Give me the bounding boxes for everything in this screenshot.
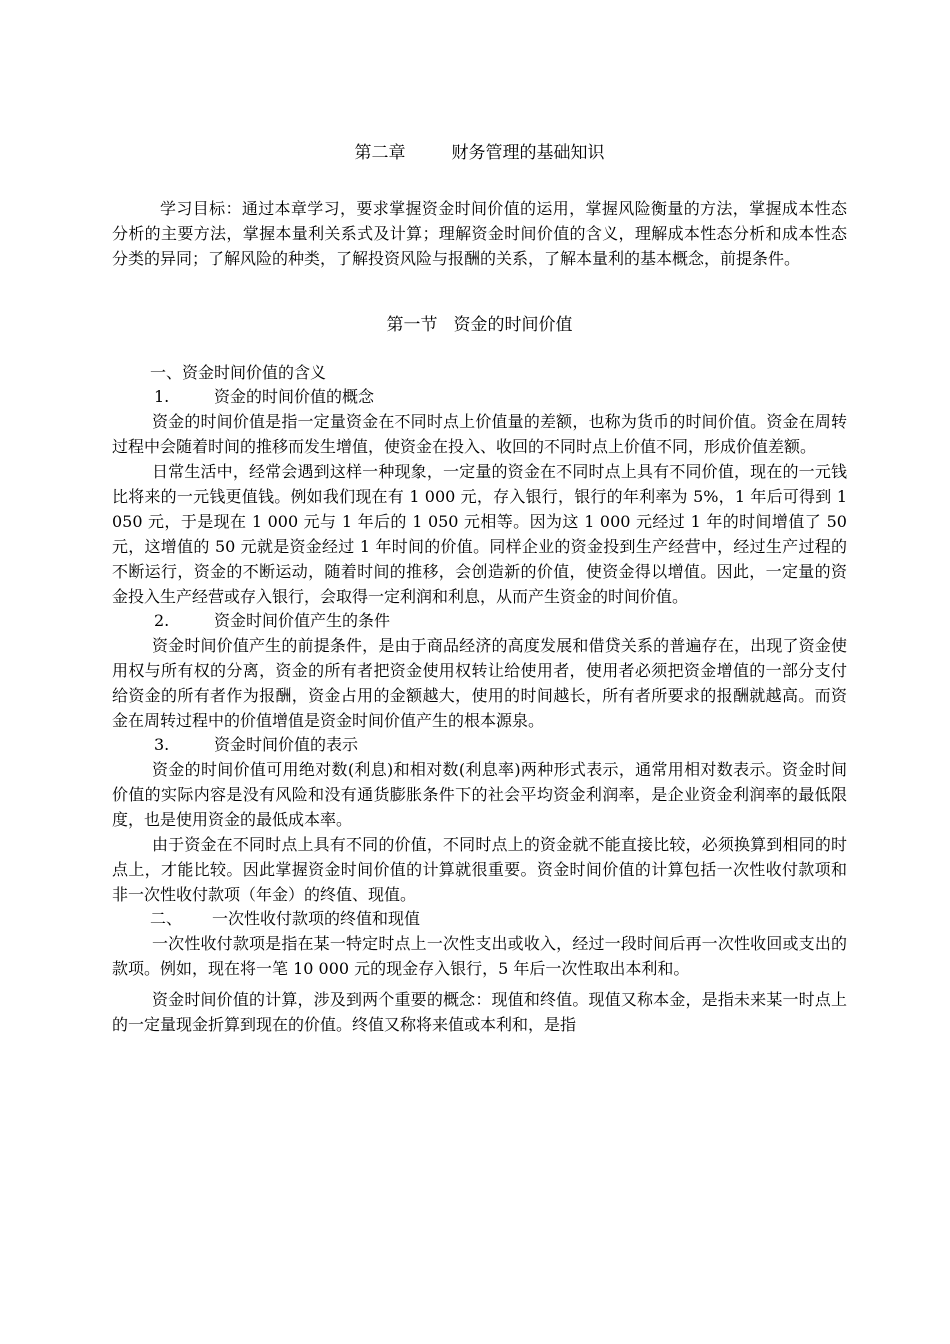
- paragraph-5: 由于资金在不同时点上具有不同的价值，不同时点上的资金就不能直接比较，必须换算到相同的时点上，才能比较。因此掌握资金时间价值的计算就很重要。资金时间价值的计算包括一次性收付款项和非一次性收付款项（年金）的终值、现值。: [112, 835, 847, 904]
- section-number: 第一节: [386, 315, 438, 335]
- subheading-3-number: 3.: [154, 735, 170, 754]
- chapter-name: 财务管理的基础知识: [451, 143, 605, 163]
- subheading-3: [112, 733, 847, 757]
- heading-2-number: 二、: [150, 909, 183, 928]
- paragraph-4: 资金的时间价值可用绝对数(利息)和相对数(利息率)两种形式表示，通常用相对数表示。资金时间价值的实际内容是没有风险和没有通货膨胀条件下的社会平均资金利润率，是企业资金利润率的最低限度，也是使用资金的最低成本率。: [112, 760, 847, 829]
- learning-objective: 学习目标：通过本章学习，要求掌握资金时间价值的运用，掌握风险衡量的方法，掌握成本性态分析的主要方法，掌握本量利关系式及计算；理解资金时间价值的含义，理解成本性态分析和成本性态分类的异同；了解风险的种类，了解投资风险与报酬的关系，了解本量利的基本概念，前提条件。: [112, 199, 847, 268]
- document-page: [112, 140, 847, 1037]
- paragraph-7: 资金时间价值的计算，涉及到两个重要的概念：现值和终值。现值又称本金，是指未来某一时点上的一定量现金折算到现在的价值。终值又称将来值或本利和，是指: [112, 990, 847, 1034]
- heading-1: 一、资金时间价值的含义: [150, 363, 327, 382]
- subheading-2-title: 资金时间价值产生的条件: [214, 611, 391, 630]
- heading-2-title: 一次性收付款项的终值和现值: [212, 909, 421, 928]
- subheading-1-number: 1.: [154, 387, 170, 406]
- paragraph-3: 资金时间价值产生的前提条件，是由于商品经济的高度发展和借贷关系的普遍存在，出现了资金使用权与所有权的分离，资金的所有者把资金使用权转让给使用者，使用者必须把资金增值的一部分支付给资金的所有者作为报酬，资金占用的金额越大，使用的时间越长，所有者所要求的报酬就越高。而资金在周转过程中的价值增值是资金时间价值产生的根本源泉。: [112, 636, 847, 730]
- subheading-1: [112, 385, 847, 409]
- subheading-2-number: 2.: [154, 611, 170, 630]
- subheading-1-title: 资金的时间价值的概念: [214, 387, 375, 406]
- chapter-number: 第二章: [354, 143, 406, 163]
- paragraph-1: 资金的时间价值是指一定量资金在不同时点上价值量的差额，也称为货币的时间价值。资金在周转过程中会随着时间的推移而发生增值，使资金在投入、收回的不同时点上价值不同，形成价值差额。: [112, 412, 847, 456]
- chapter-title: [112, 140, 847, 166]
- paragraph-2: 日常生活中，经常会遇到这样一种现象，一定量的资金在不同时点上具有不同价值，现在的一元钱比将来的一元钱更值钱。例如我们现在有 1 000 元，存入银行，银行的年利率为 5%，1 年后可得到 1 050 元，于是现在 1 000 元与 1 年后的 1 050 元相等。因为这 1 000 元经过 1 年的时间增值了 50 元，这增值的 50 元就是资金经过 1 年时间的价值。同样企业的资金投到生产经营中，经过生产过程的不断运行，资金的不断运动，随着时间的推移，会创造新的价值，使资金得以增值。因此，一定量的资金投入生产经营或存入银行，会取得一定利润和利息，从而产生资金的时间价值。: [112, 462, 847, 606]
- heading-2: [112, 907, 847, 931]
- section-title: [112, 311, 847, 339]
- section-name: 资金的时间价值: [453, 315, 573, 335]
- paragraph-6: 一次性收付款项是指在某一特定时点上一次性支出或收入，经过一段时间后再一次性收回或支出的款项。例如，现在将一笔 10 000 元的现金存入银行，5 年后一次性取出本利和。: [112, 934, 847, 978]
- subheading-2: [112, 609, 847, 633]
- subheading-3-title: 资金时间价值的表示: [214, 735, 359, 754]
